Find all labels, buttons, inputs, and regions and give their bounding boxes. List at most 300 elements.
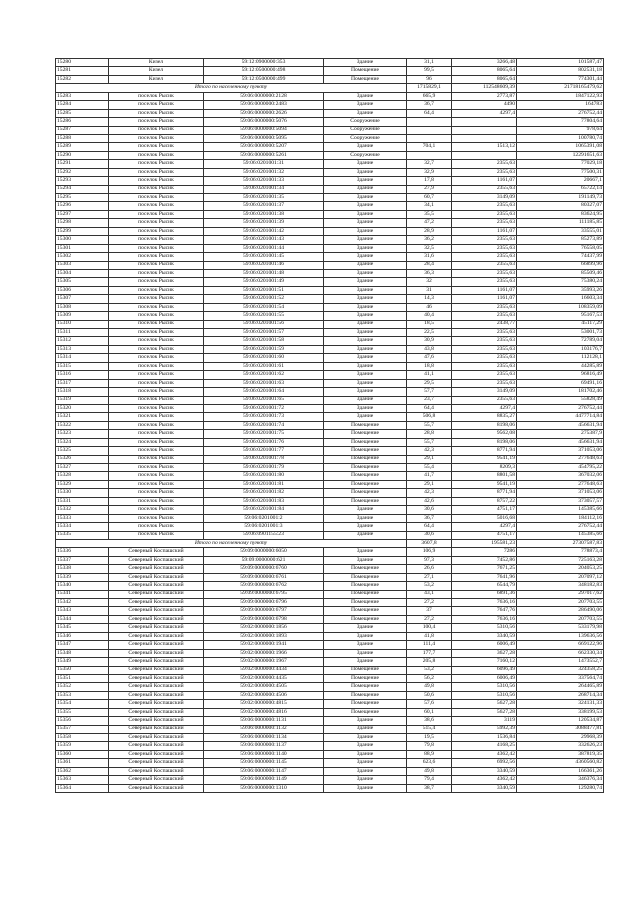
table-row	[56, 202, 604, 210]
settlement-cell: Северный Коспашский	[109, 767, 204, 775]
cadastral-value-cell: 725163,28	[517, 556, 604, 564]
cadastral-value-cell: 139636,56	[517, 632, 604, 640]
area-cell: 27,2	[407, 615, 452, 623]
settlement-cell: Северный Коспашский	[109, 742, 204, 750]
cadastral-value-cell: 373057,57	[517, 497, 604, 505]
table-row	[56, 421, 604, 429]
object-type-cell: Здание	[324, 303, 407, 311]
row-number-cell: 15364	[56, 784, 109, 792]
table-row	[56, 177, 604, 185]
settlement-cell: поселок Рысик	[109, 379, 204, 387]
settlement-cell: поселок Рысик	[109, 464, 204, 472]
row-number-cell: 15285	[56, 109, 109, 117]
area-cell: 177,7	[407, 649, 452, 657]
unit-price-cell: 8065,64	[452, 75, 517, 83]
table-row	[56, 767, 604, 775]
cadastral-number-cell: 59:06:0201001:51	[204, 286, 324, 294]
unit-price-cell: 5310,56	[452, 691, 517, 699]
unit-price-cell: 4297,4	[452, 404, 517, 412]
cadastral-number-cell: 59:06:0201001:43	[204, 236, 324, 244]
total-label-cell: Итого по населенному пункту	[56, 84, 407, 92]
object-type-cell: Здание	[324, 269, 407, 277]
area-cell: 64,4	[407, 523, 452, 531]
cadastral-value-cell: 276752,44	[517, 109, 604, 117]
cadastral-value-cell: 76558,05	[517, 244, 604, 252]
table-row	[56, 455, 604, 463]
cadastral-value-cell: 85273,89	[517, 236, 604, 244]
cadastral-value-cell: 35993,26	[517, 286, 604, 294]
cadastral-number-cell: 59:06:0201001:63	[204, 379, 324, 387]
table-row	[56, 345, 604, 353]
row-number-cell: 15326	[56, 455, 109, 463]
settlement-cell: поселок Рысик	[109, 345, 204, 353]
unit-price-cell: 3149,09	[452, 388, 517, 396]
area-cell: 97,3	[407, 556, 452, 564]
settlement-cell: Северный Коспашский	[109, 666, 204, 674]
cadastral-number-cell: 59:02:0000000:4815	[204, 700, 324, 708]
settlement-cell: Северный Коспашский	[109, 717, 204, 725]
table-row	[56, 734, 604, 742]
unit-price-cell: 4297,4	[452, 523, 517, 531]
unit-price-cell: 2355,63	[452, 210, 517, 218]
unit-price-cell: 3149,09	[452, 194, 517, 202]
object-type-cell: Здание	[324, 371, 407, 379]
settlement-cell: Северный Коспашский	[109, 784, 204, 792]
object-type-cell: Помещение	[324, 599, 407, 607]
settlement-cell: поселок Рысик	[109, 371, 204, 379]
row-number-cell: 15358	[56, 734, 109, 742]
cadastral-number-cell: 59:06:0201001:84	[204, 506, 324, 514]
row-number-cell: 15321	[56, 413, 109, 421]
total-value-cell: 27307587,83	[517, 539, 604, 547]
total-row	[56, 84, 604, 92]
object-type-cell: Здание	[324, 548, 407, 556]
object-type-cell: Здание	[324, 219, 407, 227]
cadastral-number-cell: 59:06:0000000:1134	[204, 734, 324, 742]
object-type-cell: Здание	[324, 329, 407, 337]
settlement-cell: Северный Коспашский	[109, 700, 204, 708]
cadastral-value-cell: 96816,49	[517, 371, 604, 379]
cadastral-value-cell: 275387,9	[517, 430, 604, 438]
table-row	[56, 126, 604, 134]
area-cell: 38,7	[407, 784, 452, 792]
table-row	[56, 185, 604, 193]
cadastral-value-cell: 387819,35	[517, 750, 604, 758]
table-row	[56, 295, 604, 303]
object-type-cell: Помещение	[324, 438, 407, 446]
object-type-cell: Здание	[324, 759, 407, 767]
area-cell: 53,2	[407, 582, 452, 590]
cadastral-value-cell: 456631,94	[517, 421, 604, 429]
object-type-cell: Помещение	[324, 691, 407, 699]
settlement-cell: поселок Рысик	[109, 92, 204, 100]
row-number-cell: 15314	[56, 354, 109, 362]
object-type-cell: Здание	[324, 143, 407, 151]
cadastral-number-cell: 59:06:0201001:64	[204, 388, 324, 396]
cadastral-value-cell: 277648,63	[517, 480, 604, 488]
settlement-cell: поселок Рысик	[109, 362, 204, 370]
cadastral-value-cell: 4360560,82	[517, 759, 604, 767]
cadastral-number-cell: 59:06:0201001:75	[204, 430, 324, 438]
object-type-cell: Здание	[324, 506, 407, 514]
settlement-cell: Северный Коспашский	[109, 599, 204, 607]
area-cell: 506,8	[407, 413, 452, 421]
object-type-cell: Здание	[324, 320, 407, 328]
cadastral-number-cell: 59:06:0201001:35	[204, 194, 324, 202]
cadastral-number-cell: 59:06:0201001:61	[204, 362, 324, 370]
table-row	[56, 708, 604, 716]
table-row	[56, 447, 604, 455]
area-cell: 96	[407, 75, 452, 83]
cadastral-value-cell: 83624,95	[517, 210, 604, 218]
settlement-cell: поселок Рысик	[109, 329, 204, 337]
unit-price-cell: 2355,63	[452, 185, 517, 193]
settlement-cell: поселок Рысик	[109, 489, 204, 497]
row-number-cell: 15296	[56, 202, 109, 210]
unit-price-cell: 2355,63	[452, 244, 517, 252]
row-number-cell: 15299	[56, 227, 109, 235]
object-type-cell: Здание	[324, 286, 407, 294]
unit-price-cell: 1536,84	[452, 734, 517, 742]
row-number-cell: 15362	[56, 767, 109, 775]
area-cell	[407, 118, 452, 126]
row-number-cell: 15361	[56, 759, 109, 767]
cadastral-number-cell: 59:06:0201001:46	[204, 261, 324, 269]
unit-price-cell: 1161,07	[452, 286, 517, 294]
area-cell: 56,2	[407, 674, 452, 682]
object-type-cell: Здание	[324, 202, 407, 210]
settlement-cell: поселок Рысик	[109, 430, 204, 438]
cadastral-number-cell: 59:06:0201001:34	[204, 185, 324, 193]
row-number-cell: 15342	[56, 599, 109, 607]
total-area-cell: 1715829,1	[407, 84, 452, 92]
area-cell: 111,4	[407, 641, 452, 649]
cadastral-value-cell: 276752,44	[517, 523, 604, 531]
object-type-cell: Здание	[324, 531, 407, 539]
row-number-cell: 15352	[56, 683, 109, 691]
object-type-cell: Здание	[324, 185, 407, 193]
cadastral-number-cell: 59:06:0201001:59	[204, 345, 324, 353]
table-row	[56, 582, 604, 590]
area-cell: 42,3	[407, 447, 452, 455]
cadastral-value-cell: 77804,64	[517, 118, 604, 126]
unit-price-cell: 5310,56	[452, 624, 517, 632]
row-number-cell: 15282	[56, 75, 109, 83]
cadastral-number-cell: 59:09:0000000:6761	[204, 573, 324, 581]
area-cell: 40,4	[407, 312, 452, 320]
unit-price-cell: 1513,12	[452, 143, 517, 151]
settlement-cell: Северный Коспашский	[109, 590, 204, 598]
settlement-cell: Северный Коспашский	[109, 750, 204, 758]
cadastral-value-cell: 324358,25	[517, 666, 604, 674]
cadastral-number-cell: 59:06:0201001:32	[204, 168, 324, 176]
object-type-cell: Помещение	[324, 573, 407, 581]
row-number-cell: 15332	[56, 506, 109, 514]
unit-price-cell: 8771,94	[452, 489, 517, 497]
area-cell: 32	[407, 278, 452, 286]
object-type-cell: Помещение	[324, 683, 407, 691]
cadastral-number-cell: 59:06:0201001:65	[204, 396, 324, 404]
total-value-cell: 21718165479,62	[517, 84, 604, 92]
unit-price-cell: 3340,59	[452, 784, 517, 792]
object-type-cell: Здание	[324, 210, 407, 218]
object-type-cell: Здание	[324, 632, 407, 640]
table-row	[56, 632, 604, 640]
area-cell: 32,9	[407, 168, 452, 176]
area-cell: 28,8	[407, 430, 452, 438]
area-cell: 32,5	[407, 244, 452, 252]
settlement-cell: Северный Коспашский	[109, 632, 204, 640]
area-cell: 18,5	[407, 320, 452, 328]
cadastral-number-cell: 59:06:0000000:5076	[204, 118, 324, 126]
area-cell: 47,2	[407, 219, 452, 227]
table-row	[56, 92, 604, 100]
unit-price-cell: 2355,63	[452, 253, 517, 261]
table-row	[56, 658, 604, 666]
table-row	[56, 278, 604, 286]
settlement-cell: поселок Рысик	[109, 303, 204, 311]
settlement-cell: поселок Рысик	[109, 472, 204, 480]
area-cell: 43,8	[407, 345, 452, 353]
area-cell: 43,1	[407, 590, 452, 598]
settlement-cell: поселок Рысик	[109, 261, 204, 269]
cadastral-value-cell: 191149,73	[517, 194, 604, 202]
row-number-cell: 15317	[56, 379, 109, 387]
cadastral-value-cell: 268714,34	[517, 691, 604, 699]
cadastral-number-cell: 59:06:0201001:54	[204, 303, 324, 311]
cadastral-number-cell: 59:02:0000000:4816	[204, 708, 324, 716]
cadastral-value-cell: 264465,89	[517, 683, 604, 691]
object-type-cell: Здание	[324, 362, 407, 370]
cadastral-value-cell: 277648,63	[517, 455, 604, 463]
table-row	[56, 649, 604, 657]
row-number-cell: 15359	[56, 742, 109, 750]
cadastral-value-cell: 207097,12	[517, 573, 604, 581]
table-row	[56, 227, 604, 235]
cadastral-number-cell: 59:06:0201001:62	[204, 371, 324, 379]
row-number-cell: 15320	[56, 404, 109, 412]
settlement-cell: поселок Рысик	[109, 286, 204, 294]
row-number-cell: 15303	[56, 261, 109, 269]
row-number-cell: 15294	[56, 185, 109, 193]
object-type-cell: Здание	[324, 379, 407, 387]
cadastral-value-cell: 75380,24	[517, 278, 604, 286]
cadastral-value-cell: 12291651,63	[517, 151, 604, 159]
row-number-cell: 15353	[56, 691, 109, 699]
object-type-cell: Здание	[324, 388, 407, 396]
unit-price-cell: 2355,63	[452, 261, 517, 269]
cadastral-value-cell: 276752,44	[517, 404, 604, 412]
settlement-cell: поселок Рысик	[109, 236, 204, 244]
table-row	[56, 742, 604, 750]
row-number-cell: 15289	[56, 143, 109, 151]
settlement-cell: Северный Коспашский	[109, 759, 204, 767]
cadastral-value-cell: 53001,73	[517, 329, 604, 337]
table-row	[56, 607, 604, 615]
table-row	[56, 666, 604, 674]
unit-price-cell: 2355,63	[452, 354, 517, 362]
area-cell: 49,8	[407, 767, 452, 775]
cadastral-number-cell: 59:02:0000000:1893	[204, 632, 324, 640]
cadastral-value-cell: 44285,89	[517, 362, 604, 370]
row-number-cell: 15356	[56, 717, 109, 725]
settlement-cell: поселок Рысик	[109, 438, 204, 446]
row-number-cell: 15309	[56, 312, 109, 320]
object-type-cell: Здание	[324, 160, 407, 168]
total-price-cell: 112548609,39	[452, 84, 517, 92]
cadastral-value-cell: 100780,74	[517, 134, 604, 142]
unit-price-cell: 3340,59	[452, 767, 517, 775]
total-label-cell: Итого по населенному пункту	[56, 539, 407, 547]
area-cell: 79,8	[407, 742, 452, 750]
row-number-cell: 15344	[56, 615, 109, 623]
area-cell: 31,1	[407, 59, 452, 67]
table-row	[56, 514, 604, 522]
unit-price-cell: 6096,49	[452, 666, 517, 674]
area-cell: 30,6	[407, 531, 452, 539]
area-cell: 64,4	[407, 404, 452, 412]
area-cell: 19,5	[407, 734, 452, 742]
cadastral-number-cell: 59:06:0201001:3	[204, 523, 324, 531]
object-type-cell: Здание	[324, 624, 407, 632]
cadastral-value-cell: 204053,25	[517, 565, 604, 573]
table-row	[56, 303, 604, 311]
object-type-cell: Здание	[324, 717, 407, 725]
settlement-cell: поселок Рысик	[109, 497, 204, 505]
table-row	[56, 194, 604, 202]
table-row	[56, 244, 604, 252]
unit-price-cell: 2355,63	[452, 168, 517, 176]
unit-price-cell	[452, 151, 517, 159]
object-type-cell: Здание	[324, 641, 407, 649]
cadastral-value-cell: 3088477,81	[517, 725, 604, 733]
object-type-cell: Сооружение	[324, 126, 407, 134]
table-row	[56, 624, 604, 632]
area-cell: 64,4	[407, 109, 452, 117]
row-number-cell: 15318	[56, 388, 109, 396]
unit-price-cell: 7671,25	[452, 565, 517, 573]
area-cell: 26,6	[407, 565, 452, 573]
table-row	[56, 759, 604, 767]
row-number-cell: 15302	[56, 253, 109, 261]
object-type-cell: Сооружение	[324, 134, 407, 142]
area-cell: 46	[407, 303, 452, 311]
table-row	[56, 261, 604, 269]
unit-price-cell: 5627,28	[452, 708, 517, 716]
settlement-cell: поселок Рысик	[109, 185, 204, 193]
unit-price-cell: 2355,63	[452, 362, 517, 370]
unit-price-cell: 4751,17	[452, 506, 517, 514]
row-number-cell: 15297	[56, 210, 109, 218]
table-row	[56, 75, 604, 83]
table-row	[56, 776, 604, 784]
object-type-cell: Помещение	[324, 666, 407, 674]
object-type-cell: Помещение	[324, 582, 407, 590]
table-row	[56, 548, 604, 556]
unit-price-cell: 6891,36	[452, 590, 517, 598]
unit-price-cell: 3627,28	[452, 649, 517, 657]
settlement-cell: поселок Рысик	[109, 320, 204, 328]
unit-price-cell: 7636,16	[452, 615, 517, 623]
unit-price-cell: 8198,06	[452, 421, 517, 429]
settlement-cell: Северный Коспашский	[109, 641, 204, 649]
cadastral-value-cell: 181702,46	[517, 388, 604, 396]
table-row	[56, 683, 604, 691]
area-cell: 60,7	[407, 194, 452, 202]
table-row	[56, 725, 604, 733]
table-row	[56, 691, 604, 699]
unit-price-cell: 8209,3	[452, 464, 517, 472]
area-cell: 42,6	[407, 497, 452, 505]
object-type-cell: Помещение	[324, 430, 407, 438]
table-row	[56, 556, 604, 564]
unit-price-cell: 2355,63	[452, 236, 517, 244]
object-type-cell: Здание	[324, 109, 407, 117]
object-type-cell: Здание	[324, 278, 407, 286]
settlement-cell: поселок Рысик	[109, 210, 204, 218]
cadastral-number-cell: 59:06:0000000:2483	[204, 101, 324, 109]
unit-price-cell: 2355,63	[452, 379, 517, 387]
table-row	[56, 354, 604, 362]
cadastral-value-cell: 533179,98	[517, 624, 604, 632]
settlement-cell: поселок Рысик	[109, 118, 204, 126]
row-number-cell: 15363	[56, 776, 109, 784]
area-cell: 28,9	[407, 227, 452, 235]
table-row	[56, 67, 604, 75]
row-number-cell: 15315	[56, 362, 109, 370]
area-cell	[407, 126, 452, 134]
object-type-cell: Здание	[324, 767, 407, 775]
object-type-cell: Здание	[324, 725, 407, 733]
unit-price-cell: 2355,63	[452, 202, 517, 210]
unit-price-cell	[452, 134, 517, 142]
area-cell: 47,6	[407, 354, 452, 362]
cadastral-number-cell: 59:06:0000000:1149	[204, 776, 324, 784]
table-row	[56, 109, 604, 117]
table-row	[56, 59, 604, 67]
table-row	[56, 312, 604, 320]
table-row	[56, 379, 604, 387]
table-row	[56, 329, 604, 337]
row-number-cell: 15300	[56, 236, 109, 244]
row-number-cell: 15336	[56, 548, 109, 556]
object-type-cell: Помещение	[324, 489, 407, 497]
row-number-cell: 15324	[56, 438, 109, 446]
unit-price-cell: 3266,48	[452, 59, 517, 67]
cadastral-number-cell: 59:06:0201001:52	[204, 295, 324, 303]
settlement-cell: поселок Рысик	[109, 531, 204, 539]
row-number-cell: 15333	[56, 514, 109, 522]
cadastral-number-cell: 59:06:0201001:58	[204, 337, 324, 345]
settlement-cell: Северный Коспашский	[109, 565, 204, 573]
object-type-cell: Здание	[324, 92, 407, 100]
settlement-cell: Северный Коспашский	[109, 725, 204, 733]
cadastral-number-cell: 59:06:0201001:37	[204, 202, 324, 210]
table-row	[56, 269, 604, 277]
cadastral-value-cell: 120534,87	[517, 717, 604, 725]
area-cell: 37	[407, 607, 452, 615]
cadastral-number-cell: 59:06:0901155:23	[204, 531, 324, 539]
cadastral-value-cell: 65722,14	[517, 185, 604, 193]
settlement-cell: Северный Коспашский	[109, 582, 204, 590]
area-cell: 23,7	[407, 396, 452, 404]
area-cell: 36,2	[407, 236, 452, 244]
table-row	[56, 320, 604, 328]
unit-price-cell: 2355,63	[452, 312, 517, 320]
table-row	[56, 480, 604, 488]
cadastral-value-cell: 77500,31	[517, 168, 604, 176]
unit-price-cell: 9541,19	[452, 455, 517, 463]
